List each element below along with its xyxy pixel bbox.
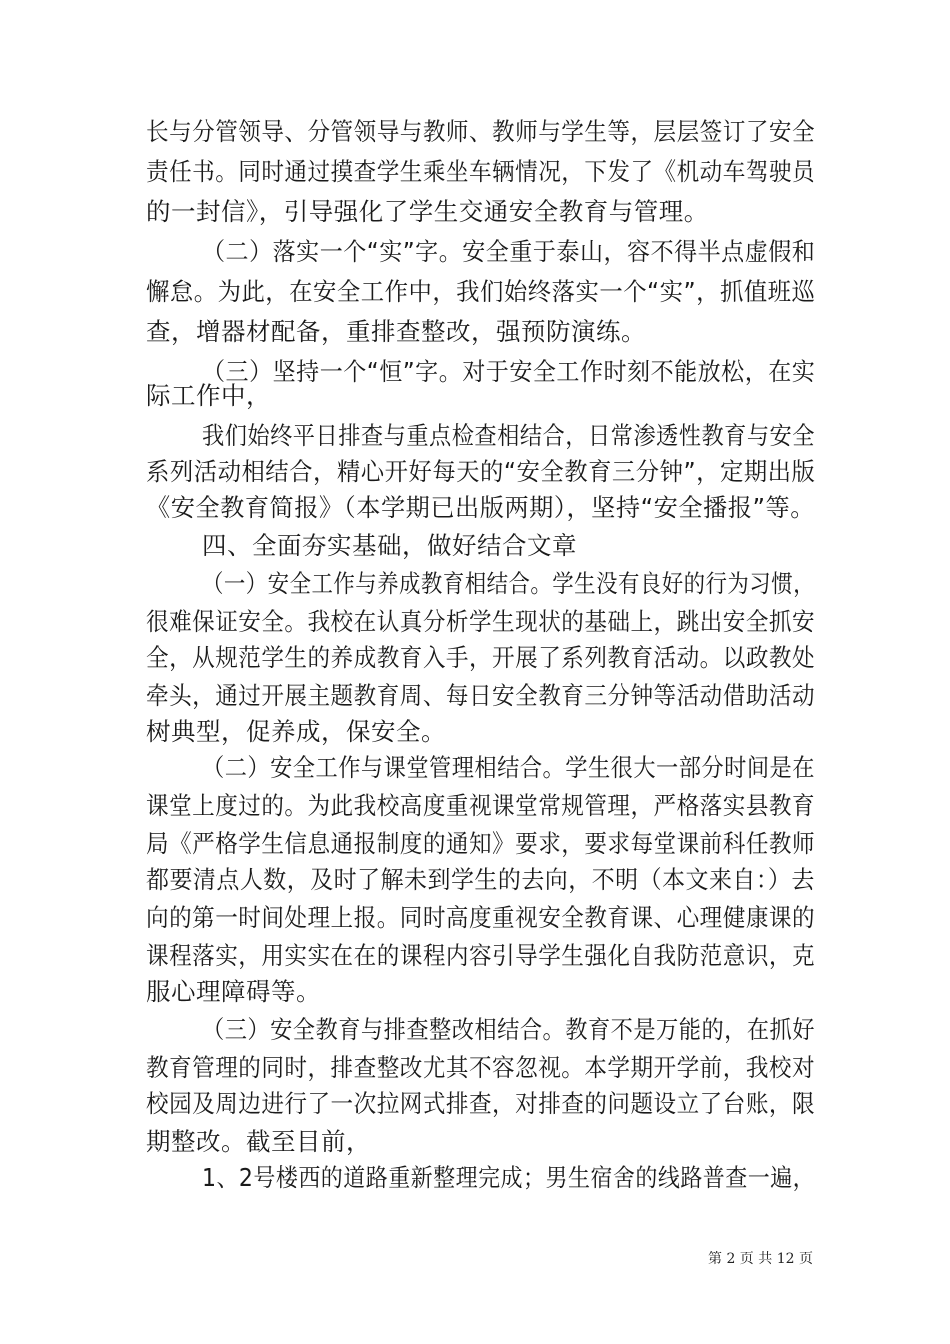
text-line: 课程落实，用实实在在的课程内容引导学生强化自我防范意识，克 [146,941,816,970]
text-line: 责任书。同时通过摸查学生乘坐车辆情况，下发了《机动车驾驶员 [146,157,816,186]
text-line: 校园及周边进行了一次拉网式排查，对排查的问题设立了台账，限 [146,1089,816,1118]
text-line: 懈怠。为此，在安全工作中，我们始终落实一个“实”，抓值班巡 [146,277,816,306]
text-line: 牵头，通过开展主题教育周、每日安全教育三分钟等活动借助活动 [146,681,816,710]
text-line: （一）安全工作与养成教育相结合。学生没有良好的行为习惯， [202,569,815,598]
text-line: 《安全教育简报》（本学期已出版两期），坚持“安全播报”等。 [146,493,815,522]
text-line: 期整改。截至目前， [146,1127,371,1156]
text-line: 课堂上度过的。为此我校高度重视课堂常规管理，严格落实县教育 [146,791,816,820]
page-number: 第 2 页 共 12 页 [708,1251,813,1267]
text-line: 的一封信》，引导强化了学生交通安全教育与管理。 [146,197,709,226]
text-line: （三）坚持一个“恒”字。对于安全工作时刻不能放松，在实 [202,357,816,386]
text-line: 教育管理的同时，排查整改尤其不容忽视。本学期开学前，我校对 [146,1053,816,1082]
text-line: 系列活动相结合，精心开好每天的“安全教育三分钟”，定期出版 [146,457,816,486]
text-line: 查，增器材配备，重排查整改，强预防演练。 [146,317,646,346]
text-line: 很难保证安全。我校在认真分析学生现状的基础上，跳出安全抓安 [146,607,816,636]
text-line: 长与分管领导、分管领导与教师、教师与学生等，层层签订了安全 [146,117,816,146]
section-heading: 四、全面夯实基础，做好结合文章 [202,531,577,560]
text-line: 局《严格学生信息通报制度的通知》要求，要求每堂课前科任教师 [146,829,816,858]
text-line: （二）安全工作与课堂管理相结合。学生很大一部分时间是在 [202,753,815,782]
text-line: （三）安全教育与排查整改相结合。教育不是万能的，在抓好 [202,1015,815,1044]
text-line: 1、2号楼西的道路重新整理完成；男生宿舍的线路普查一遍， [202,1163,816,1192]
text-line: 树典型，促养成，保安全。 [146,717,446,746]
text-line: 服心理障碍等。 [146,977,321,1006]
text-line: 向的第一时间处理上报。同时高度重视安全教育课、心理健康课的 [146,903,816,932]
text-line: 际工作中， [146,381,271,410]
text-line: 我们始终平日排查与重点检查相结合，日常渗透性教育与安全 [202,421,815,450]
text-line: 都要清点人数，及时了解未到学生的去向，不明（本文来自：）去 [146,865,815,894]
text-line: 全，从规范学生的养成教育入手，开展了系列教育活动。以政教处 [146,643,816,672]
text-line: （二）落实一个“实”字。安全重于泰山，容不得半点虚假和 [202,237,816,266]
